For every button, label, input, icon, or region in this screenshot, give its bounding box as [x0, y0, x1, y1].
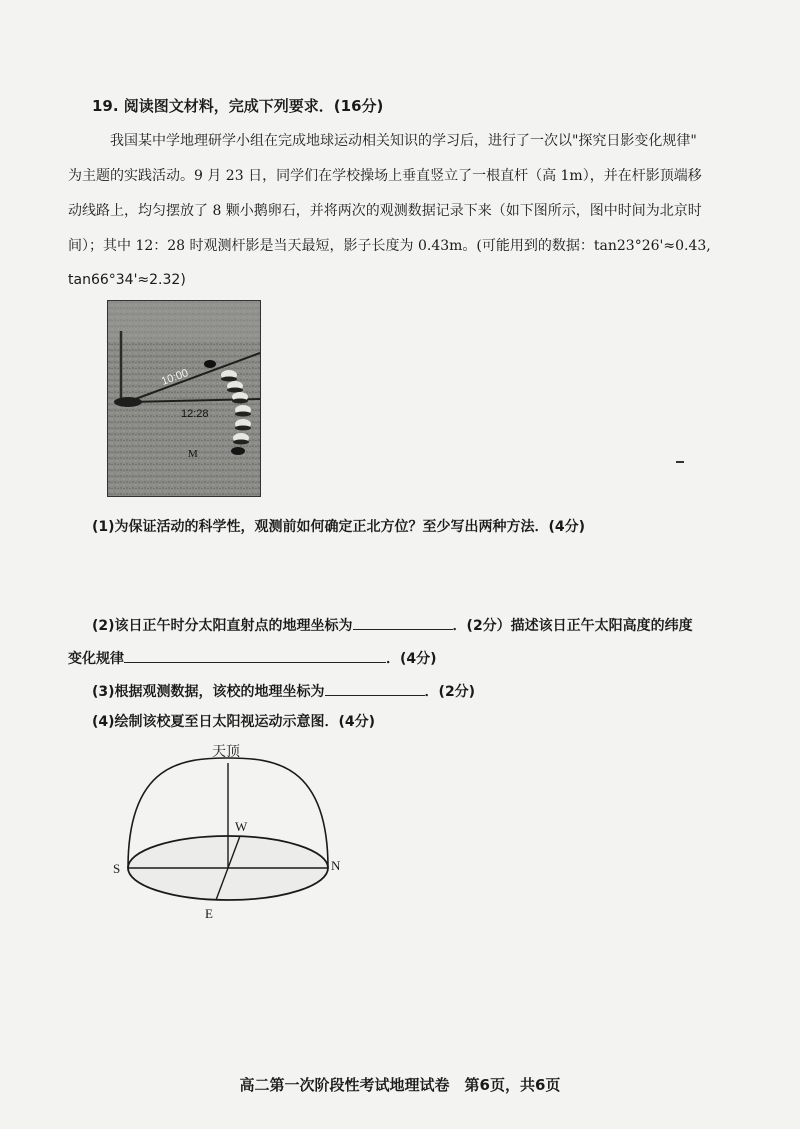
part-2-line-1 — [92, 615, 693, 636]
south-label: S — [113, 861, 121, 876]
part-4: (4)绘制该校夏至日太阳视运动示意图．(4分) — [92, 714, 376, 730]
part-2-text-c: 变化规律 — [68, 651, 124, 667]
part-1: (1)为保证活动的科学性，观测前如何确定正北方位？至少写出两种方法．(4分) — [92, 519, 586, 535]
north-label: N — [331, 858, 341, 873]
material-line-2: 为主题的实践活动。9 月 23 日，同学们在学校操场上垂直竖立了一根直杆（高 1m），并在杆影顶端移 — [68, 168, 702, 184]
part-2-text-d: ．(4分) — [386, 651, 437, 667]
material-line-3: 动线路上，均匀摆放了 8 颗小鹅卵石，并将两次的观测数据记录下来（如下图所示，图中时间为北京时 — [68, 203, 702, 219]
zenith-label: 天顶 — [212, 744, 240, 760]
answer-blank-3[interactable] — [325, 681, 425, 696]
shadow-observation-photo — [107, 300, 261, 497]
part-3-text-b: ．(2分) — [424, 684, 476, 700]
label-1000: 10:00 — [159, 367, 190, 388]
stray-mark — [676, 461, 684, 463]
label-m: M — [188, 448, 198, 460]
material-line-1: 我国某中学地理研学小组在完成地球运动相关知识的学习后，进行了一次以"探究日影变化规律" — [110, 133, 697, 149]
part-3-text-a: (3)根据观测数据，该校的地理坐标为 — [92, 684, 325, 700]
west-label: W — [235, 819, 248, 834]
hemisphere-graphic — [108, 743, 358, 923]
part-2-line-2 — [68, 648, 437, 669]
label-1228: 12:28 — [181, 408, 209, 420]
answer-blank-2a[interactable] — [353, 615, 453, 630]
material-line-4: 间）；其中 12：28 时观测杆影是当天最短，影子长度为 0.43m。(可能用到的数据：tan23°26'≈0.43, — [68, 238, 711, 254]
page-footer: 高二第一次阶段性考试地理试卷 第6页，共6页 — [239, 1076, 561, 1094]
east-label: E — [205, 906, 213, 921]
material-line-5: tan66°34'≈2.32) — [68, 272, 186, 288]
part-2-text-b: ．(2分）描述该日正午太阳高度的纬度 — [452, 618, 693, 634]
part-2-text-a: (2)该日正午时分太阳直射点的地理坐标为 — [92, 618, 353, 634]
question-title: 19. 阅读图文材料，完成下列要求．(16分) — [92, 97, 384, 115]
sun-path-diagram — [108, 743, 358, 927]
part-3 — [92, 681, 475, 702]
answer-blank-2b[interactable] — [124, 648, 386, 663]
shadow-photo-graphic — [108, 301, 260, 496]
